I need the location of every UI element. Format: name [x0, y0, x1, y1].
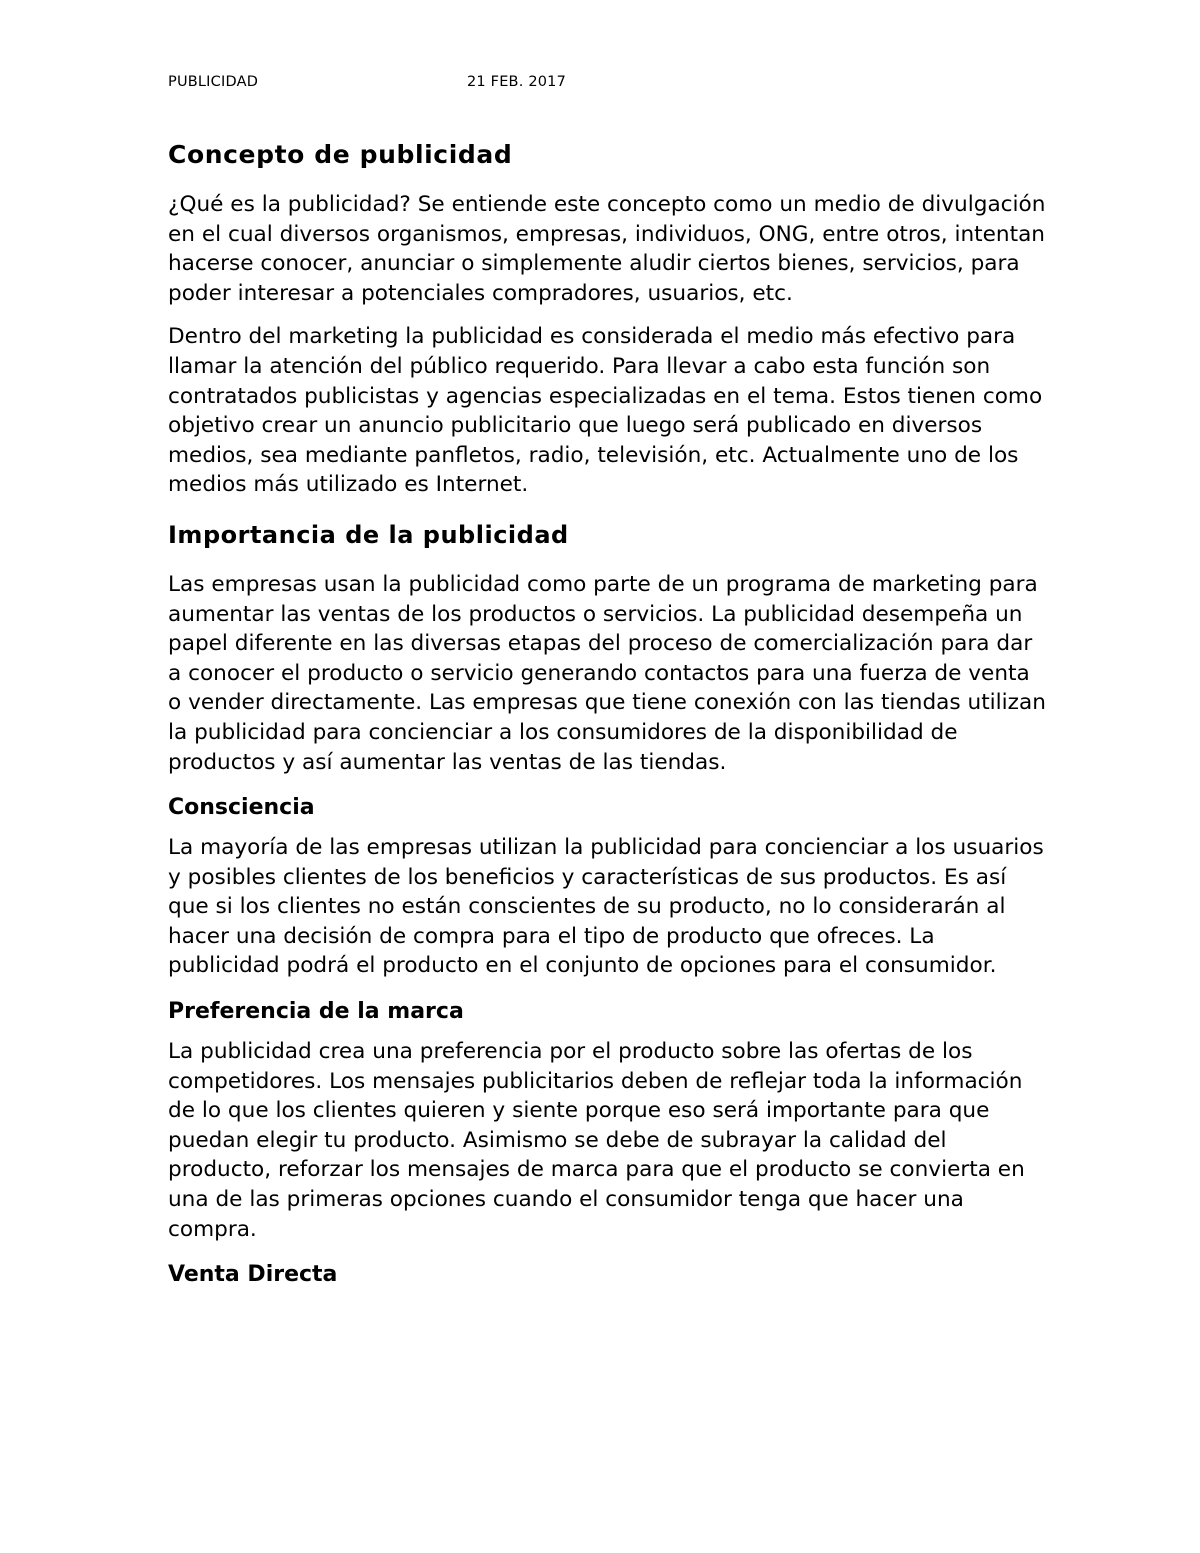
- document-body: [168, 138, 1048, 1300]
- header-title: PUBLICIDAD: [168, 74, 259, 90]
- paragraph-importancia: Las empresas usan la publicidad como parte de un programa de marketing para aumentar las ventas de los productos o servicios. La publicidad desempeña un papel diferente en las diversas etapas del proceso de comercialización para dar a conocer el producto o servicio generando contactos para una fuerza de venta o vender directamente. Las empresas que tiene conexión con las tiendas utilizan la publicidad para concienciar a los consumidores de la disponibilidad de productos y así aumentar las ventas de las tiendas.: [168, 571, 1046, 775]
- paragraph-concepto-1: ¿Qué es la publicidad? Se entiende este concepto como un medio de divulgación en el cual diversos organismos, empresas, individuos, ONG, entre otros, intentan hacerse conocer, anunciar o simplemente aludir ciertos bienes, servicios, para poder interesar a potenciales compradores, usuarios, etc.: [168, 192, 1046, 306]
- paragraph-concepto-2: Dentro del marketing la publicidad es considerada el medio más efectivo para llamar la atención del público requerido. Para llevar a cabo esta función son contratados publicistas y agencias especializadas en el tema. Estos tienen como objetivo crear un anuncio publicitario que luego será publicado en diversos medios, sea mediante panfletos, radio, televisión, etc. Actualmente uno de los medios más utilizado es Internet.: [168, 324, 1043, 498]
- header-date: 21 FEB. 2017: [467, 74, 567, 90]
- page-header: [168, 74, 1068, 96]
- paragraph-preferencia: La publicidad crea una preferencia por el producto sobre las ofertas de los competidores. Los mensajes publicitarios deben de reflejar toda la información de lo que los clientes quieren y siente porque eso será importante para que puedan elegir tu producto. Asimismo se debe de subrayar la calidad del producto, reforzar los mensajes de marca para que el producto se convierta en una de las primeras opciones cuando el consumidor tenga que hacer una compra.: [168, 1039, 1025, 1242]
- paragraph-consciencia: La mayoría de las empresas utilizan la publicidad para concienciar a los usuarios y posibles clientes de los beneficios y características de sus productos. Es así que si los clientes no están conscientes de su producto, no lo considerarán al hacer una decisión de compra para el tipo de producto que ofreces. La publicidad podrá el producto en el conjunto de opciones para el consumidor.: [168, 835, 1044, 979]
- heading-concepto: Concepto de publicidad: [168, 140, 513, 169]
- heading-venta-directa: Venta Directa: [168, 1262, 338, 1288]
- heading-consciencia: Consciencia: [168, 795, 315, 821]
- heading-importancia: Importancia de la publicidad: [168, 520, 569, 549]
- heading-preferencia: Preferencia de la marca: [168, 999, 464, 1025]
